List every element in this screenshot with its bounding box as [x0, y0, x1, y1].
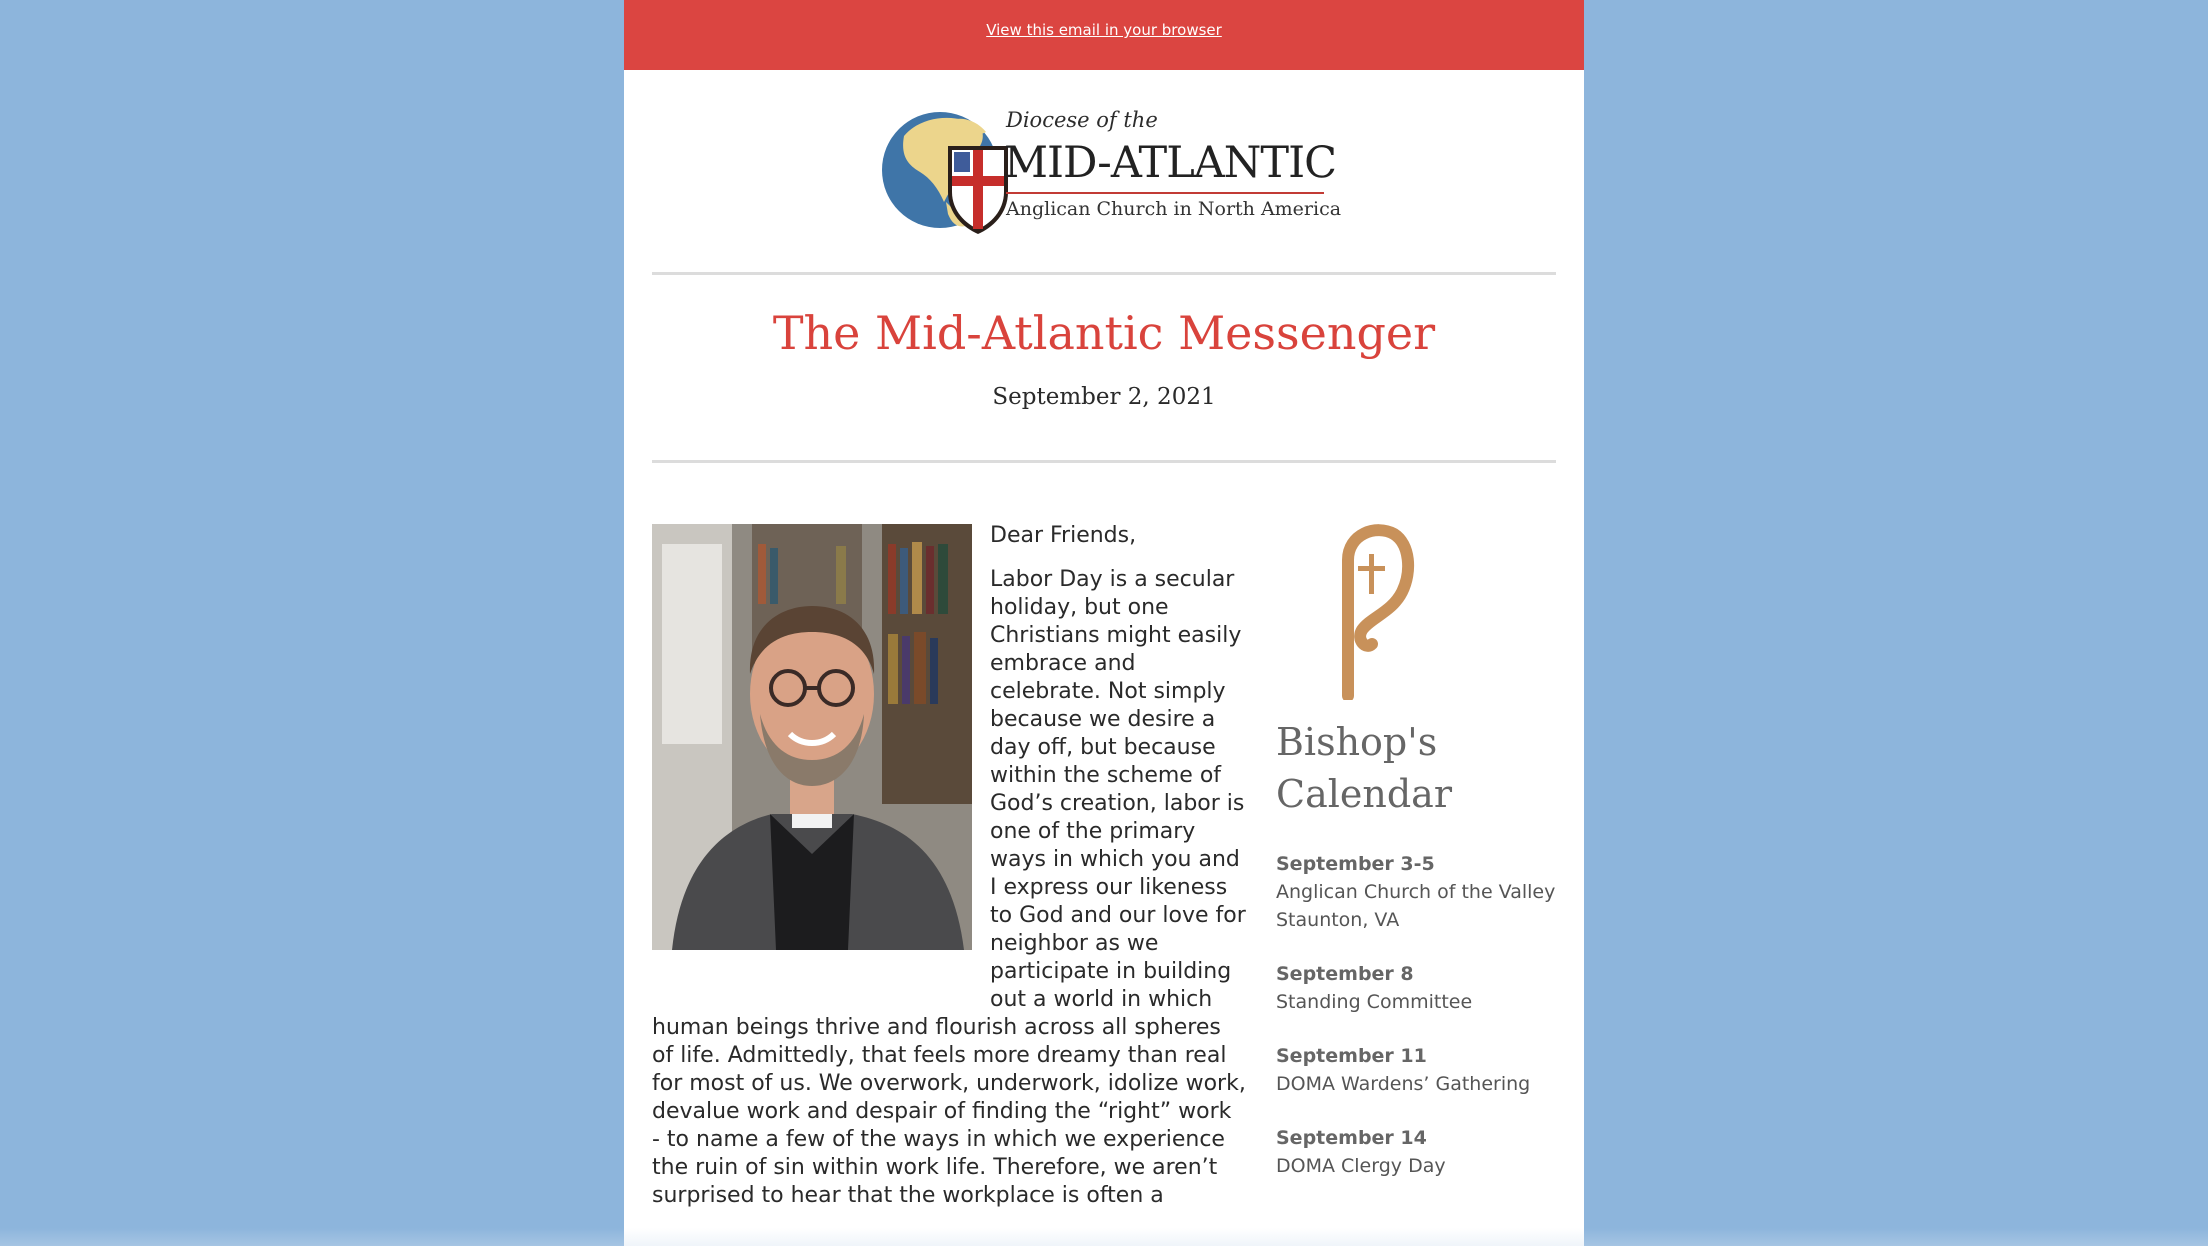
- calendar-event: [1276, 850, 1566, 934]
- newsletter-date: September 2, 2021: [992, 384, 1216, 410]
- bottom-fade: [0, 1228, 2208, 1246]
- calendar-events: [1276, 850, 1566, 1206]
- calendar-event: [1276, 960, 1566, 1016]
- logo-line-2: MID-ATLANTIC: [1004, 138, 1336, 188]
- bishop-letter: [652, 522, 1246, 1226]
- event-date: September 14: [1276, 1127, 1427, 1149]
- newsletter-title: The Mid-Atlantic Messenger: [772, 306, 1436, 360]
- divider-top: [652, 272, 1556, 275]
- letter-body: Labor Day is a secular holiday, but one Christians might easily embrace and celebrate. Not simply because we desire a day off, but because within the scheme of God’s creation, labor is one of the primary ways in which you and I express our likeness to God and our love for neighbor as we participate in building out a world in which human beings thrive and flourish across all spheres of life. Admittedly, that feels more dreamy than real for most of us. We overwork, underwork, idolize work, devalue work and despair of finding the “right” work - to name a few of the ways in which we experience the ruin of sin within work life. Therefore, we aren’t surprised to hear that the workplace is often a: [652, 567, 1246, 1208]
- logo-rule: [1006, 192, 1324, 194]
- divider-bottom: [652, 460, 1556, 463]
- event-date: September 8: [1276, 963, 1414, 985]
- diocese-logo[interactable]: [624, 100, 1584, 230]
- top-bar: [624, 0, 1584, 70]
- globe-shield-icon: [882, 106, 1012, 234]
- calendar-event: [1276, 1124, 1566, 1180]
- event-line: Anglican Church of the Valley: [1276, 881, 1556, 903]
- logo-line-1: Diocese of the: [1006, 108, 1158, 132]
- bishop-crozier-icon: [1306, 520, 1416, 700]
- event-line: DOMA Clergy Day: [1276, 1155, 1446, 1177]
- event-date: September 11: [1276, 1045, 1427, 1067]
- calendar-title: Bishop's Calendar: [1276, 720, 1452, 816]
- email-container: [624, 0, 1584, 1246]
- view-in-browser-link[interactable]: View this email in your browser: [986, 21, 1222, 39]
- event-line: DOMA Wardens’ Gathering: [1276, 1073, 1531, 1095]
- event-line: Staunton, VA: [1276, 909, 1400, 931]
- photo-spacer: [652, 522, 990, 992]
- letter-greeting: Dear Friends,: [990, 523, 1137, 548]
- event-line: Standing Committee: [1276, 991, 1473, 1013]
- calendar-event: [1276, 1042, 1566, 1098]
- logo-line-3: Anglican Church in North America: [1006, 198, 1342, 220]
- event-date: September 3-5: [1276, 853, 1435, 875]
